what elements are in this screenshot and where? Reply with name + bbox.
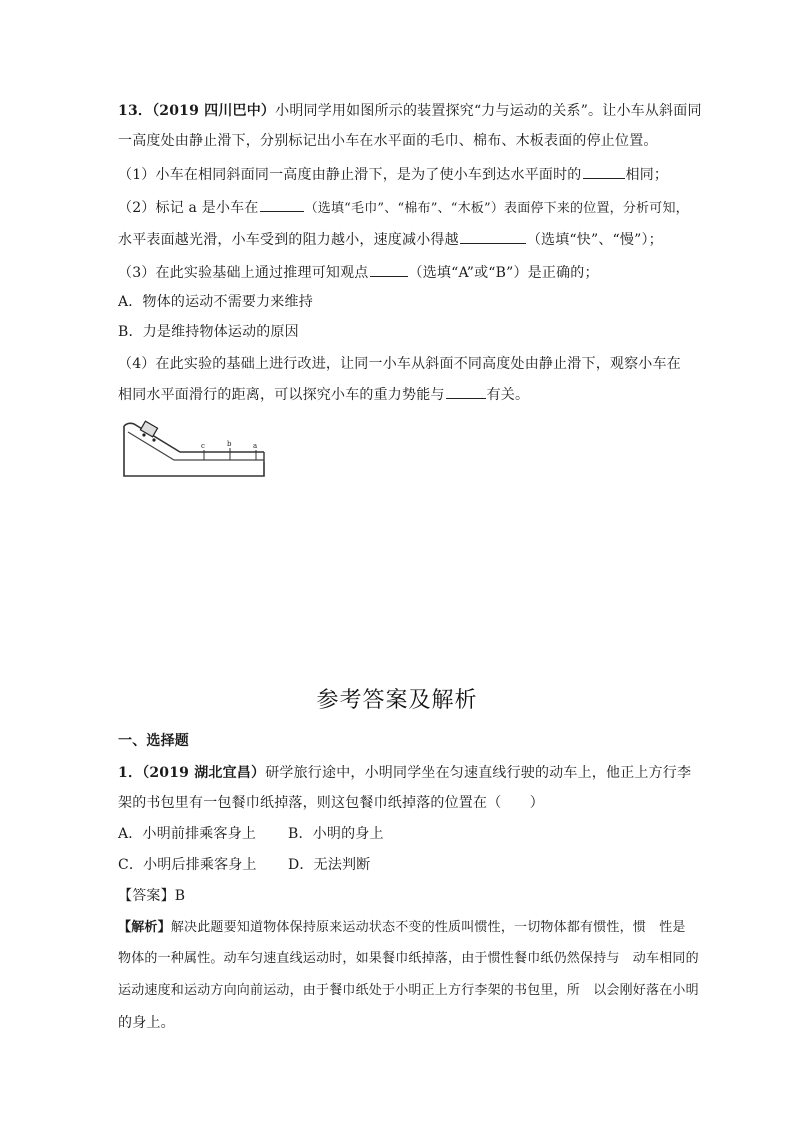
a1-option-d: D．无法判断 xyxy=(288,857,371,873)
q13-part-3-tail: （选填“A”或“B”）是正确的； xyxy=(408,265,599,281)
a1-stem-1: 研学旅行途中，小明同学坐在匀速直线行驶的动车上，他正上方行李 xyxy=(265,765,692,781)
a1-analysis-line-1 xyxy=(118,918,686,938)
q13-blank-4[interactable] xyxy=(370,262,408,277)
a1-stem-line-2: 架的书包里有一包餐巾纸掉落，则这包餐巾纸掉落的位置在（ ） xyxy=(118,795,544,811)
q13-stem-1: 小明同学用如图所示的装置探究“力与运动的关系”。让小车从斜面同 xyxy=(275,103,702,119)
q13-part-1 xyxy=(118,164,668,185)
q13-part-1-text: （1）小车在相同斜面同一高度由静止滑下，是为了使小车到达水平面时的 xyxy=(118,167,582,183)
mark-c-label: c xyxy=(201,442,205,450)
a1-number: 1． xyxy=(118,765,143,781)
q13-part-1-tail: 相同； xyxy=(625,167,669,183)
q13-part-4-cont xyxy=(118,384,529,405)
q13-blank-2[interactable] xyxy=(260,197,304,212)
q13-part-3-text: （3）在此实验基础上通过推理可知观点 xyxy=(118,265,369,281)
q13-stem-line-1 xyxy=(118,101,702,121)
cart-icon xyxy=(140,421,157,441)
q13-part-4: （4）在此实验的基础上进行改进，让同一小车从斜面不同高度处由静止滑下，观察小车在 xyxy=(118,356,681,372)
a1-answer: 【答案】B xyxy=(118,888,186,904)
incline-figure xyxy=(118,418,268,480)
answers-title: 参考答案及解析 xyxy=(316,688,478,713)
a1-option-c: C．小明后排乘客身上 xyxy=(118,857,257,873)
a1-option-a: A．小明前排乘客身上 xyxy=(118,826,257,842)
a1-options-row-1 xyxy=(118,824,384,844)
q13-part-2-cont xyxy=(118,229,663,250)
a1-analysis-label: 【解析】 xyxy=(118,920,171,935)
a1-options-row-2 xyxy=(118,855,370,875)
q13-part-2 xyxy=(118,197,689,219)
a1-analysis-1: 解决此题要知道物体保持原来运动状态不变的性质叫惯性，一切物体都有惯性，惯 性是 xyxy=(170,920,686,935)
q13-blank-3[interactable] xyxy=(460,229,526,244)
q13-part-2-options: （选填“毛巾”、“棉布”、“木板”）表面停下来的位置，分析可知， xyxy=(304,201,689,216)
incline-diagram xyxy=(118,418,268,480)
mark-b-label: b xyxy=(227,440,232,448)
q13-part-3 xyxy=(118,262,599,283)
section-heading: 一、选择题 xyxy=(118,733,189,749)
a1-option-b: B．小明的身上 xyxy=(288,826,384,842)
q13-blank-5[interactable] xyxy=(446,384,486,399)
q13-blank-1[interactable] xyxy=(583,164,625,179)
a1-analysis-line-3: 运动速度和运动方向向前运动，由于餐巾纸处于小明正上方行李架的书包里，所 以会刚好落在小明 xyxy=(118,983,699,998)
q13-number: 13． xyxy=(118,103,153,119)
a1-stem-line-1 xyxy=(118,763,691,783)
a1-analysis-line-2: 物体的一种属性。动车匀速直线运动时，如果餐巾纸掉落，由于惯性餐巾纸仍然保持与 动车相同的 xyxy=(118,951,699,966)
q13-stem-line-2: 一高度处由静止滑下，分别标记出小车在水平面的毛巾、棉布、木板表面的停止位置。 xyxy=(118,133,658,149)
q13-option-b: B．力是维持物体运动的原因 xyxy=(118,324,299,340)
q13-option-a: A．物体的运动不需要力来维持 xyxy=(118,294,313,310)
q13-part-2-cont-text: 水平表面越光滑，小车受到的阻力越小，速度减小得越 xyxy=(118,232,459,248)
a1-analysis-line-4: 的身上。 xyxy=(118,1015,175,1031)
mark-a-label: a xyxy=(253,442,258,450)
q13-part-2-cont-tail: （选填“快”、“慢”）； xyxy=(526,232,663,248)
q13-part-2-text: （2）标记 a 是小车在 xyxy=(118,200,259,216)
q13-source: （2019 四川巴中） xyxy=(152,103,276,119)
q13-part-4-cont-text: 相同水平面滑行的距离，可以探究小车的重力势能与 xyxy=(118,387,445,403)
a1-source: （2019 湖北宜昌） xyxy=(142,765,266,781)
q13-part-4-tail: 有关。 xyxy=(486,387,530,403)
